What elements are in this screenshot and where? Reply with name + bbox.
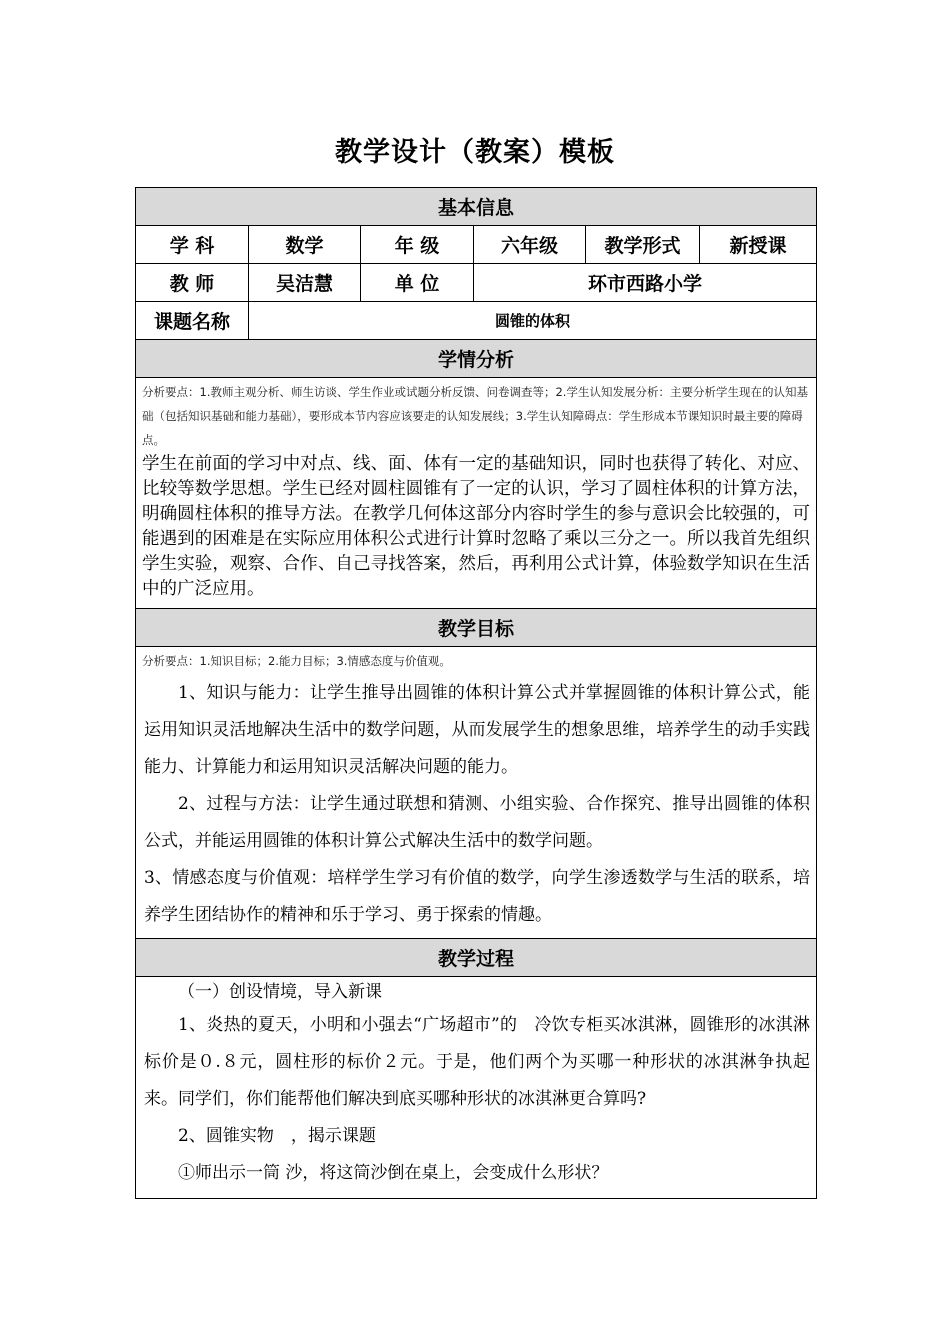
document-title: 教学设计（教案）模板 <box>335 137 615 168</box>
value-unit: 环市西路小学 <box>474 264 817 302</box>
lesson-plan-table <box>135 187 817 1199</box>
value-teacher: 吴洁慧 <box>249 264 361 302</box>
section-header-teaching-process: 教学过程 <box>136 939 817 977</box>
value-teaching-form: 新授课 <box>700 226 817 264</box>
value-subject: 数学 <box>249 226 361 264</box>
teaching-goals-cell <box>136 647 817 939</box>
process-item: ①师出示一筒 沙，将这筒沙倒在桌上，会变成什么形状？ <box>178 1163 609 1183</box>
value-grade: 六年级 <box>474 226 586 264</box>
process-item: 1、炎热的夏天，小明和小强去“广场超市”的 冷饮专柜买冰淇淋，圆锥形的冰淇淋标价是０.８元，圆柱形的标价２元。于是，他们两个为买哪一种形状的冰淇淋争执起来。同学们，你们能帮他们解决到底买哪种形状的冰淇淋更合算吗? <box>144 1015 811 1109</box>
label-unit: 单 位 <box>361 264 474 302</box>
goal-item: 3、情感态度与价值观：培样学生学习有价值的数学，向学生渗透数学与生活的联系，培养学生团结协作的精神和乐于学习、勇于探索的情趣。 <box>144 868 811 925</box>
value-topic: 圆锥的体积 <box>249 302 817 340</box>
goals-hint: 分析要点：1.知识目标；2.能力目标；3.情感态度与价值观。 <box>142 654 451 668</box>
label-topic: 课题名称 <box>136 302 249 340</box>
label-teacher: 教 师 <box>136 264 249 302</box>
section-header-student-analysis: 学情分析 <box>136 340 817 378</box>
process-item: 2、圆锥实物 ，揭示课题 <box>178 1126 376 1146</box>
goal-item: 2、过程与方法：让学生通过联想和猜测、小组实验、合作探究、推导出圆锥的体积公式，并能运用圆锥的体积计算公式解决生活中的数学问题。 <box>144 794 811 851</box>
student-analysis-cell <box>136 378 817 609</box>
label-teaching-form: 教学形式 <box>586 226 700 264</box>
section-header-basic-info: 基本信息 <box>136 188 817 226</box>
label-grade: 年 级 <box>361 226 474 264</box>
process-item: （一）创设情境，导入新课 <box>178 982 382 1002</box>
teaching-process-cell <box>136 977 817 1199</box>
analysis-text: 学生在前面的学习中对点、线、面、体有一定的基础知识，同时也获得了转化、对应、比较等数学思想。学生已经对圆柱圆锥有了一定的认识，学习了圆柱体积的计算方法，明确圆柱体积的推导方法。在教学几何体这部分内容时学生的参与意识会比较强的，可能遇到的困难是在实际应用体积公式进行计算时忽略了乘以三分之一。所以我首先组织学生实验，观察、合作、自己寻找答案，然后，再利用公式计算，体验数学知识在生活中的广泛应用。 <box>142 454 811 599</box>
goal-item: 1、知识与能力：让学生推导出圆锥的体积计算公式并掌握圆锥的体积计算公式，能运用知识灵活地解决生活中的数学问题，从而发展学生的想象思维，培养学生的动手实践能力、计算能力和运用知识灵活解决问题的能力。 <box>144 683 811 777</box>
section-header-teaching-goals: 教学目标 <box>136 609 817 647</box>
label-subject: 学 科 <box>136 226 249 264</box>
analysis-hint: 分析要点：1.教师主观分析、师生访谈、学生作业或试题分析反馈、问卷调查等；2.学生认知发展分析：主要分析学生现在的认知基础（包括知识基础和能力基础），要形成本节内容应该要走的认知发展线；3.学生认知障碍点：学生形成本节课知识时最主要的障碍点。 <box>142 385 808 447</box>
